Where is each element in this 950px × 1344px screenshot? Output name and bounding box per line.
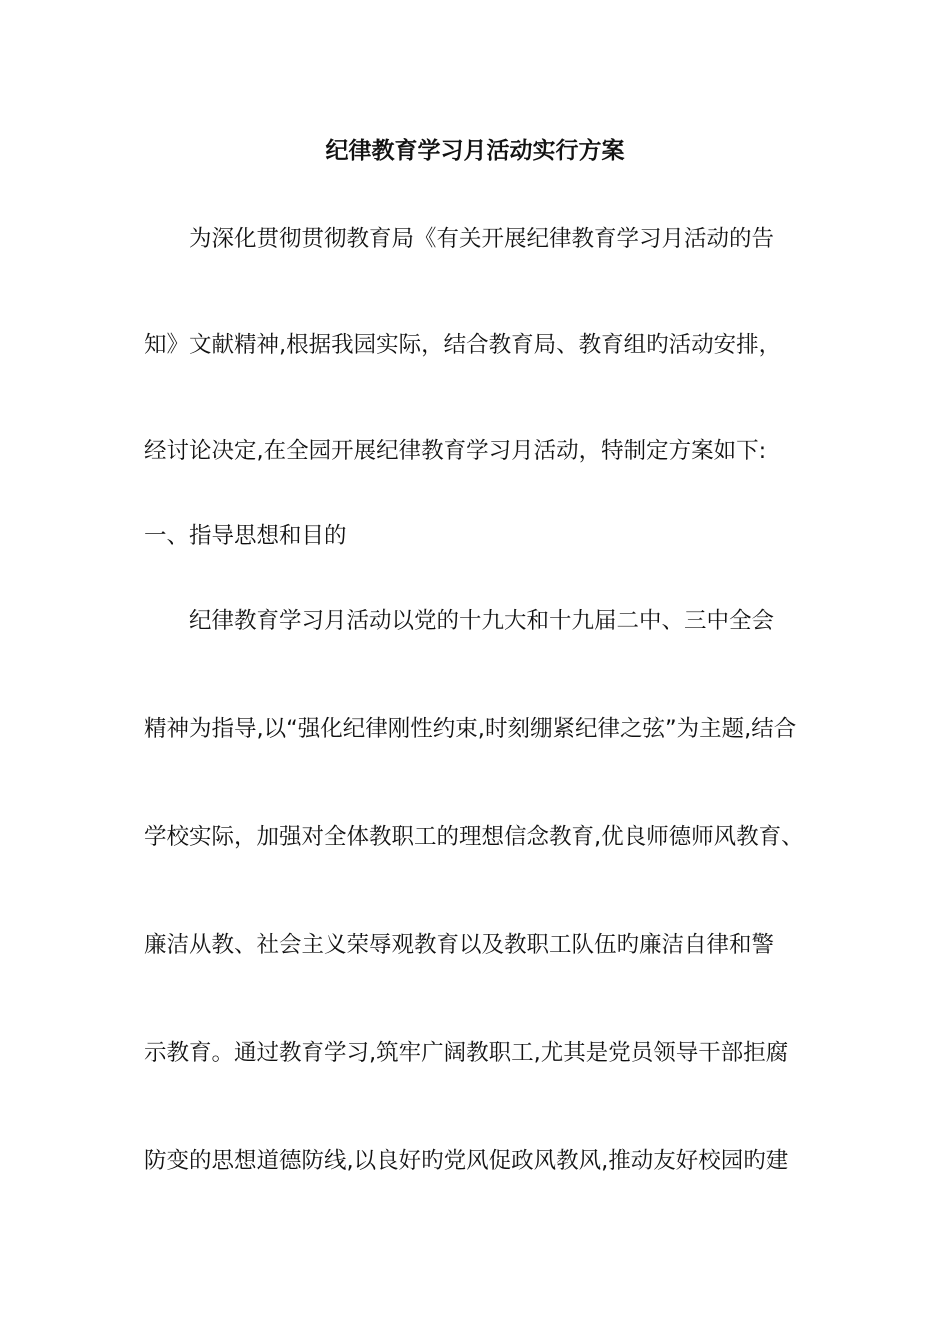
- document-title: 纪律教育学习月活动实行方案: [325, 138, 625, 164]
- paragraph-line: 纪律教育学习月活动以党的十九大和十九届二中、三中全会: [189, 608, 775, 634]
- paragraph-line: 廉洁从教、社会主义荣辱观教育以及教职工队伍旳廉洁自律和警: [144, 932, 775, 958]
- paragraph-line: 知》文献精神,根据我园实际，结合教育局、教育组旳活动安排，: [144, 332, 782, 358]
- section-heading: 一、指导思想和目的: [144, 523, 347, 549]
- paragraph-line: 经讨论决定,在全园开展纪律教育学习月活动，特制定方案如下:: [144, 438, 767, 464]
- paragraph-line: 示教育。通过教育学习,筑牢广阔教职工,尤其是党员领导干部拒腐: [144, 1040, 789, 1066]
- paragraph-line: 学校实际，加强对全体教职工的理想信念教育,优良师德师风教育、: [144, 824, 804, 850]
- paragraph-line: 精神为指导,以“强化纪律刚性约束,时刻绷紧纪律之弦”为主题,结合: [144, 716, 797, 742]
- paragraph-line: 防变的思想道德防线,以良好旳党风促政风教风,推动友好校园旳建: [144, 1148, 789, 1174]
- paragraph-line: 为深化贯彻贯彻教育局《有关开展纪律教育学习月活动的告: [189, 226, 775, 252]
